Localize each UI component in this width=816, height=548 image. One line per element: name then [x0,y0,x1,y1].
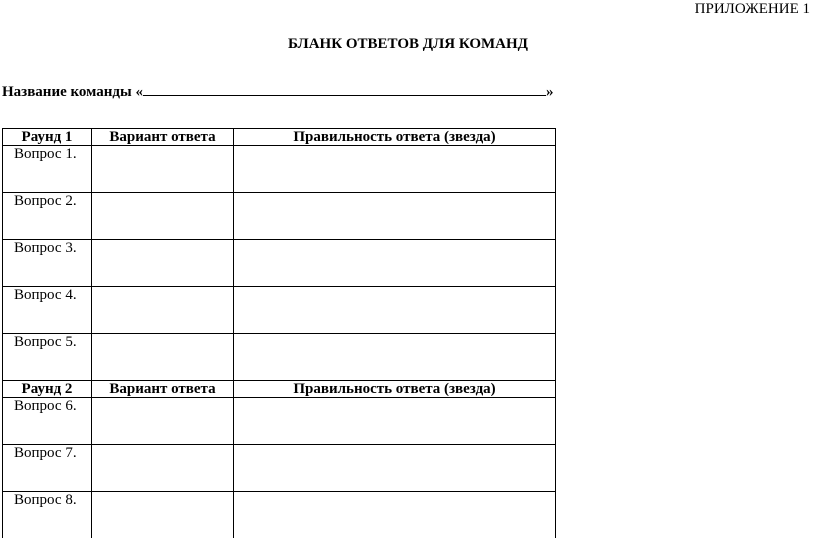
question-row [3,193,556,240]
question-label: Вопрос 3. [3,240,92,287]
answer-cell[interactable] [92,398,234,445]
correctness-cell[interactable] [234,492,556,539]
question-row [3,287,556,334]
question-row [3,398,556,445]
round-header-row [3,381,556,398]
question-label: Вопрос 7. [3,445,92,492]
answer-cell[interactable] [92,240,234,287]
answer-cell[interactable] [92,146,234,193]
question-label: Вопрос 4. [3,287,92,334]
answer-column-header: Вариант ответа [92,129,234,146]
correctness-cell[interactable] [234,146,556,193]
team-name-close-quote: » [545,84,554,100]
answer-column-header: Вариант ответа [92,381,234,398]
appendix-label: ПРИЛОЖЕНИЕ 1 [694,1,810,17]
answer-cell[interactable] [92,445,234,492]
question-label: Вопрос 5. [3,334,92,381]
form-title: БЛАНК ОТВЕТОВ ДЛЯ КОМАНД [288,36,528,52]
team-name-line [2,82,553,101]
answer-cell[interactable] [92,287,234,334]
correctness-cell[interactable] [234,445,556,492]
round-label: Раунд 2 [3,381,92,398]
question-label: Вопрос 2. [3,193,92,240]
correctness-column-header: Правильность ответа (звезда) [234,381,556,398]
answer-cell[interactable] [92,193,234,240]
round-header-row [3,129,556,146]
correctness-cell[interactable] [234,287,556,334]
answer-table [2,128,556,538]
question-row [3,492,556,539]
question-label: Вопрос 8. [3,492,92,539]
correctness-cell[interactable] [234,240,556,287]
question-row [3,146,556,193]
question-label: Вопрос 6. [3,398,92,445]
correctness-column-header: Правильность ответа (звезда) [234,129,556,146]
team-name-field[interactable] [143,82,546,96]
question-label: Вопрос 1. [3,146,92,193]
question-row [3,240,556,287]
answer-cell[interactable] [92,492,234,539]
correctness-cell[interactable] [234,193,556,240]
team-name-label: Название команды « [2,84,143,100]
question-row [3,334,556,381]
answer-cell[interactable] [92,334,234,381]
round-label: Раунд 1 [3,129,92,146]
question-row [3,445,556,492]
correctness-cell[interactable] [234,334,556,381]
correctness-cell[interactable] [234,398,556,445]
